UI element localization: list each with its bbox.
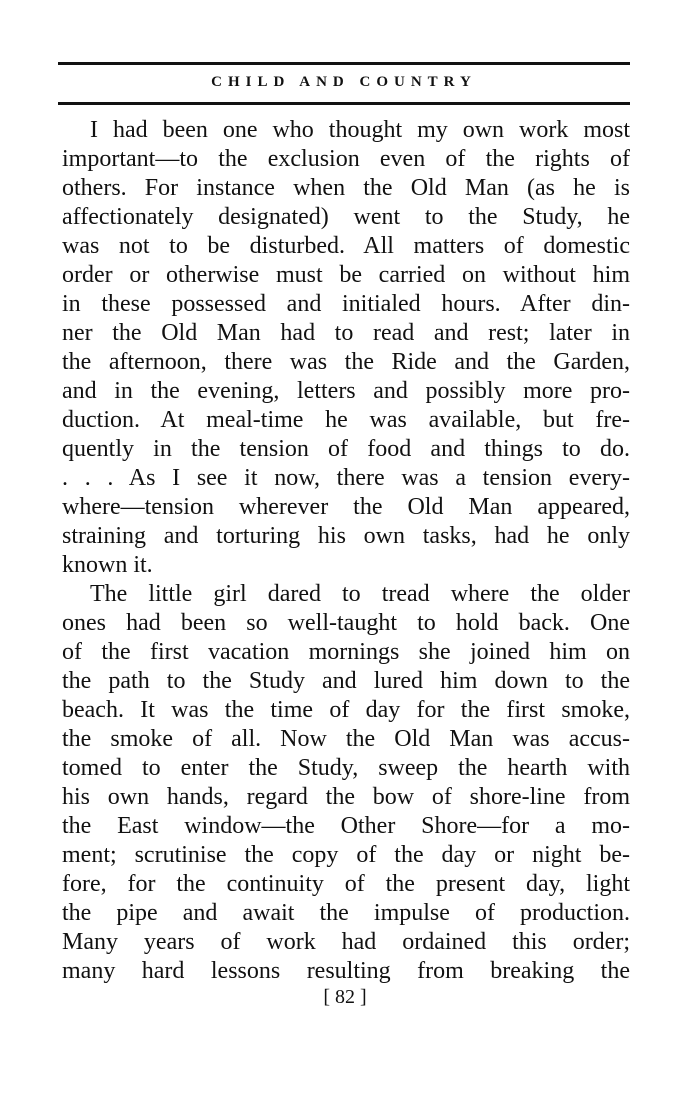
page-number: [ 82 ] [323,986,367,1008]
text-line: beach. It was the time of day for the first smoke, [62,697,630,723]
text-line: I had been one who thought my own work most [90,117,630,143]
text-line: ones had been so well-taught to hold back. One [62,610,630,636]
text-line: was not to be disturbed. All matters of domestic [62,233,630,259]
text-line: the afternoon, there was the Ride and the Garden, [62,349,630,375]
text-line: the East window—the Other Shore—for a mo- [62,813,630,839]
text-line: quently in the tension of food and things to do. [62,436,630,462]
text-line: of the first vacation mornings she joined him on [62,639,630,665]
text-line: known it. [62,552,153,578]
text-line: duction. At meal-time he was available, but fre- [62,407,630,433]
paragraph-2 [62,580,630,986]
text-line: affectionately designated) went to the Study, he [62,204,630,230]
text-line: others. For instance when the Old Man (as he is [62,175,630,201]
text-line: in these possessed and initialed hours. After din- [62,291,630,317]
text-line: The little girl dared to tread where the older [90,581,630,607]
text-line: his own hands, regard the bow of shore-line from [62,784,630,810]
text-line: order or otherwise must be carried on without him [62,262,630,288]
paragraph-1 [62,116,630,580]
text-line: and in the evening, letters and possibly more pro- [62,378,630,404]
text-line: ner the Old Man had to read and rest; later in [62,320,630,346]
text-line: fore, for the continuity of the present day, light [62,871,630,897]
text-line: important—to the exclusion even of the rights of [62,146,630,172]
body-text [62,116,630,986]
running-head: CHILD AND COUNTRY [211,74,477,90]
text-line: tomed to enter the Study, sweep the hearth with [62,755,630,781]
text-line: . . . As I see it now, there was a tension every- [62,465,630,491]
text-line: ment; scrutinise the copy of the day or night be- [62,842,630,868]
text-line: many hard lessons resulting from breaking the [62,958,630,984]
header-rule-bottom [58,102,630,105]
text-line: where—tension wherever the Old Man appeared, [62,494,630,520]
text-line: the smoke of all. Now the Old Man was accus- [62,726,630,752]
text-line: Many years of work had ordained this order; [62,929,630,955]
text-line: the path to the Study and lured him down to the [62,668,630,694]
text-line: the pipe and await the impulse of production. [62,900,630,926]
header-rule-top [58,62,630,65]
text-line: straining and torturing his own tasks, had he only [62,523,630,549]
